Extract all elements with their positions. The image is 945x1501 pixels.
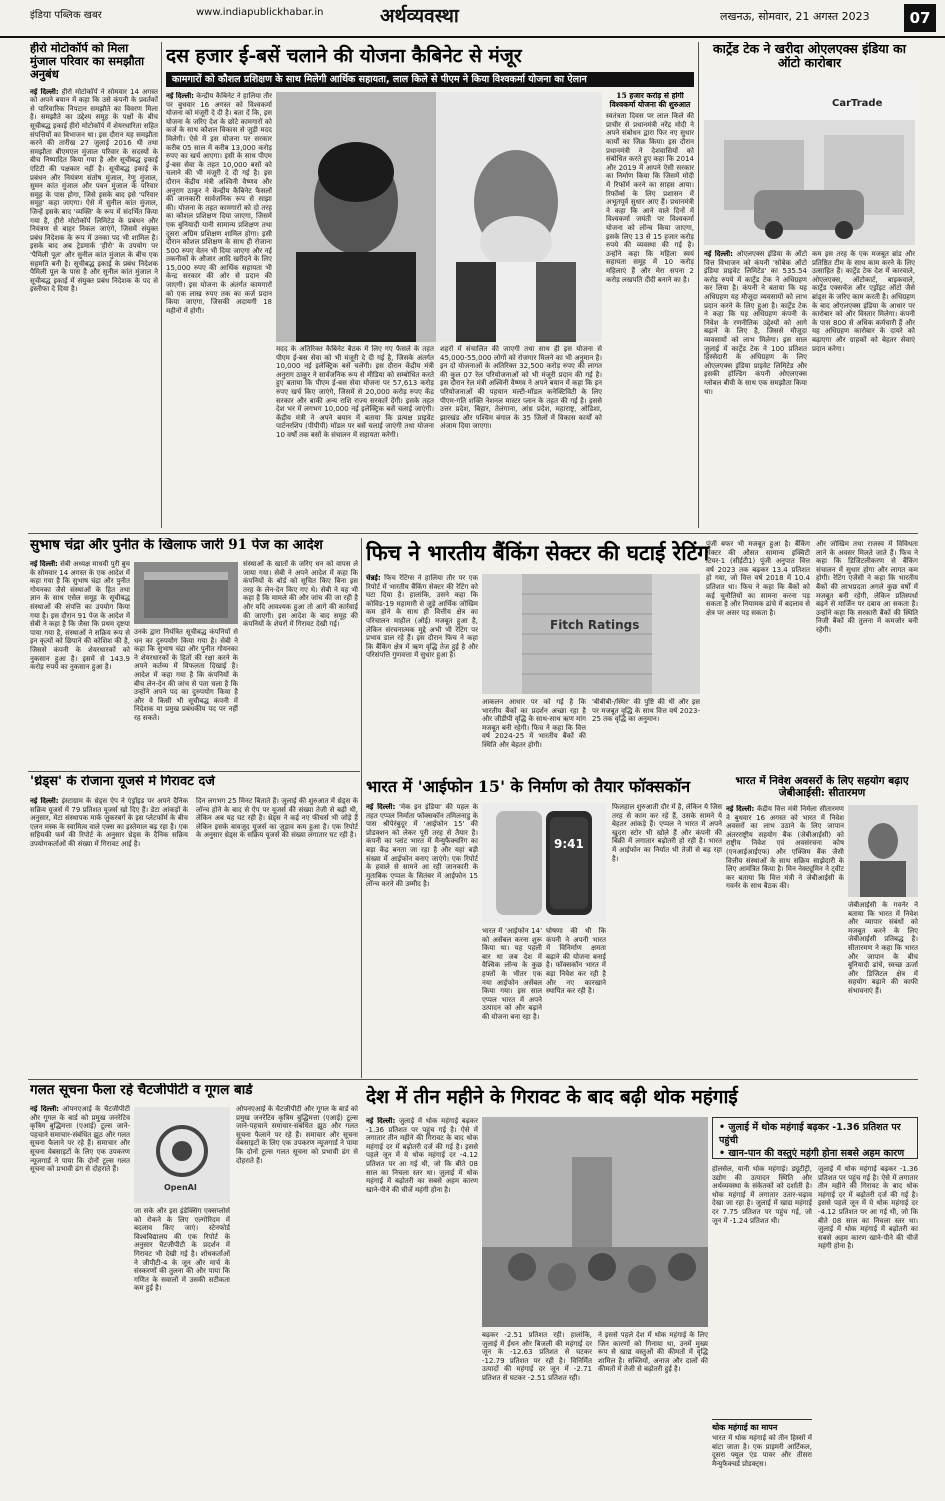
story-body: नई दिल्ली: सेबी अध्यक्ष माधवी पुरी बुच के सोमवार 14 अगस्त के एक आदेश में कहा गया है कि सुभाष चंद्रा और पुनीत गोयनका जैसे संस्थाओं के हित तथा ज्ञान के साथ एसेल समूह के सूचीबद्ध संस्थाओं की संपत्ति का उपयोग किया गया है। इस दौरान 91 पेज के आदेश में सेबी ने कहा है कि जैसा कि प्रथम दृष्टया पाया गया है, संस्थाओं ने सक्रिय रूप से इन कृत्यों को छिपाने की कोशिश की है, जिससे कंपनी के शेयरधारकों को नुकसान हुआ है। इसमें से 143.9 करोड़ रुपये का नुकसान हुआ है। [30, 560, 130, 672]
story-body-continued: शहरों में संचालित की जाएगी तथा साथ ही इस योजना से 45,000-55,000 लोगों को रोजगार मिलने का भी अनुमान है। इन दो योजनाओं के अतिरिक्त 32,500 करोड़ रुपए की लागत की कुल 07 रेल परियोजनाओं को भी मंजूरी प्रदान की गई है। इस दौरान रेल मंत्री अश्विनी वैष्णव ने अपने बयान में कहा कि इन परियोजनाओं की पहचान मल्टी-मॉडल कनेक्टिविटी के लिए पीएम-गति शक्ति नेशनल मास्टर प्लान के तहत की गई है। इससे उत्तर प्रदेश, बिहार, तेलंगाना, आंध्र प्रदेश, महाराष्ट्र, ओडिशा, झारखंड और पश्चिम बंगाल के 35 जिलों में विकास कार्यों को अंजाम दिया जाएगा। [440, 345, 602, 431]
story-headline: दस हजार ई-बसें चलाने की योजना कैबिनेट से मंजूर [166, 45, 522, 67]
story-body-continued: भारत में 'आईफोन 14' को असेंबल करना शुरू किया था। यह पहली बार था जब देश में वैश्विक लॉन्च के कुछ हफ्तों के भीतर एक नया आईफोन असेंबल किया गया। इस साल एप्पल भारत में अपने उत्पादन को और बढ़ाने की योजना बना रहा है। [482, 927, 542, 1021]
story-body-continued: दिन लगभग 25 मिनट बिताते हैं। जुलाई की शुरुआत में थ्रेड्स के लॉन्च होने के बाद से ऐप पर यूजर्स की संख्या तेजी से बढ़ी थी, लेकिन अब यह घट रही है। थ्रेड्स ने कई नए फीचर्स भी जोड़े हैं लेकिन इसके बावजूद यूजर्स का जुड़ाव कम हुआ है। एक रिपोर्ट के अनुसार थ्रेड्स के सक्रिय यूजर्स की संख्या लगातार घट रही है। [196, 797, 358, 840]
story-headline: कार्ट्रेड टेक ने खरीदा ओएलएक्स इंडिया का ऑटो कारोबार [713, 42, 906, 71]
highlights-box [712, 1117, 918, 1159]
story-body: नई दिल्ली: ओएलएक्स इंडिया के ऑटो वित्त विभाजन को कंपनी 'सोबेक ऑटो इंडिया प्राइवेट लिमिटेड' का 535.54 करोड़ रुपये में कार्ट्रेड टेक ने अधिग्रहण कर लिया है। कंपनी ने बताया कि यह अधिग्रहण यह मौजूदा व्यवसायों को लाभ प्रदान करने के लिए हुआ है। कार्ट्रेड टेक ने कहा कि यह अधिग्रहण कंपनी के निवेश के रणनीतिक उद्देश्यों को आगे बढ़ाने के लिए है, जिससे मौजूदा व्यवसायों को लाभ मिलेगा। इस साल जुलाई में कार्ट्रेड टेक ने 100 प्रतिशत हिस्सेदारी के अधिग्रहण के लिए ओएलएक्स इंडिया प्राइवेट लिमिटेड और इसकी होल्डिंग कंपनी ओएलएक्स ग्लोबल बीवी के साथ एक समझौता किया था। [704, 250, 807, 396]
story-body-continued: घोषणा की थी कि कंपनी ने अपनी भारत में विनिर्माण क्षमता बढ़ाने की योजना बनाई है। फॉक्सकॉन भारत में बड़ा निवेश कर रही है और नए कारखाने स्थापित कर रही है। [546, 927, 606, 996]
story-body-continued: जुलाई में थोक महंगाई बढ़कर -1.36 प्रतिशत पर पहुंच गई है। ऐसे में लगातार तीन महीने की गिरावट के बाद थोक महंगाई दर में बढ़ोतरी दर्ज की गई है। इससे पहले जून में ये थोक महंगाई दर -4.12 प्रतिशत पर आ गई थी, जो कि बीते 08 साल का निचला स्तर था। जुलाई में थोक महंगाई में बढ़ोतरी का सबसे अहम कारण खाने-पीने की चीजें महंगी होना है। [818, 1165, 918, 1251]
story-headline: भारत में निवेश अवसरों के लिए सहयोग बढ़ाए जेबीआईसी: सीतारमण [735, 775, 909, 800]
story-subhash [30, 538, 358, 768]
issue-date: लखनऊ, सोमवार, 21 अगस्त 2023 [720, 10, 870, 23]
story-body-continued: पूंजी बफर भी मजबूत हुआ है। बैंकिंग सेक्टर की औसत सामान्य इक्विटी टियर-1 (सीईटी1) पूंजी अनुपात वित्त वर्ष 2023 तक बढ़कर 13.4 प्रतिशत हो गया, जो वित्त वर्ष 2018 में 10.4 प्रतिशत था। फिच ने कहा कि बैंकों को कई चुनौतियों का सामना करना पड़ सकता है और नियामक ढांचे में बदलाव से क्षेत्र पर असर पड़ सकता है। [706, 540, 810, 617]
openai-photo [134, 1107, 230, 1203]
story-body: चेन्नई: फिच रेटिंग्स ने हालिया तौर पर एक रिपोर्ट में भारतीय बैंकिंग सेक्टर की रेटिंग को घटा दिया है। हालांकि, उसने कहा कि कोविड-19 महामारी से जुड़े आर्थिक जोखिम कम होने के साथ ही वित्तीय क्षेत्र का परिचालन माहौल (ओई) मजबूत हुआ है, लेकिन संरचनात्मक मुद्दे अभी भी रेटिंग पर प्रभाव डाल रहे हैं। इस दौरान फिच ने कहा कि बैंकिंग क्षेत्र में ऋण वृद्धि तेज हुई है और परिसंपत्ति गुणवत्ता में सुधार हुआ है। [366, 574, 478, 660]
story-headline: भारत में 'आईफोन 15' के निर्माण को तैयार फॉक्सकॉन [366, 777, 691, 796]
story-body-continued: ओपनएआई के चैटजीपीटी और गूगल के बार्ड को प्रमुख जनरेटिव कृत्रिम बुद्धिमत्ता (एआई) टूल्स जाने-पहचाने समाचार-संबंधित झूठ और गलत सूचना फैलाने पर रहे हैं। समाचार और सूचना वेबसाइटों के लिए एक उपकरण न्यूजगार्ड ने पाया कि दोनों टूल्स गलत सूचना को प्रभावी ढंग से दोहराते हैं। [236, 1105, 358, 1165]
story-body-continued: संस्थाओं के खातों के जरिए धन को वापस ले जाया गया। सेबी ने अपने आदेश में कहा कि कंपनियों के बोर्ड को सूचित किए बिना इस तरह के लेन-देन किए गए थे। सेबी ने यह भी कहा है कि मामले की और जांच की जा रही है और यदि आवश्यक हुआ तो आगे की कार्रवाई की जाएगी। इस आदेश के बाद समूह की कंपनियों के शेयरों में गिरावट देखी गई। [243, 560, 358, 629]
highlight-item: • जुलाई में थोक महंगाई बढ़कर -1.36 प्रतिशत पर पहुंची [719, 1122, 901, 1146]
story-sitharaman [726, 775, 918, 1075]
ministers-photo [276, 92, 602, 342]
openai-logo-text: OpenAI [164, 1183, 197, 1192]
story-body-continued: फिलहाल शुरुआती दौर में है, लेकिन ये जिस तरह से काम कर रहे हैं, उसके सामने ये बेहतर आंकड़े हैं। एप्पल ने भारत में अपने खुदरा स्टोर भी खोले हैं और कंपनी की बिक्री में लगातार बढ़ोतरी हो रही है। भारत में आईफोन का निर्यात भी तेजी से बढ़ रहा है। [612, 803, 722, 863]
section-title: अर्थव्यवस्था [380, 5, 459, 27]
building-photo [134, 562, 238, 624]
fitch-logo: Fitch Ratings [550, 618, 640, 632]
story-body-continued: जा सके और इस इंडेक्सिंग एक्सप्लोर्स को रोकने के लिए एल्गोरिदम में बदलाव किए जाएं। स्टेनफोर्ड विश्वविद्यालय की एक रिपोर्ट के अनुसार चैटजीपीटी के प्रदर्शन में गिरावट भी देखी गई है। शोधकर्ताओं ने जीपीटी-4 के जून और मार्च के संस्करणों की तुलना की और पाया कि गणित के सवालों में उसकी सटीकता कम हुई है। [134, 1207, 230, 1293]
story-body: नई दिल्ली: केन्द्रीय कैबिनेट ने हालिया तौर पर बुधवार 16 अगस्त को विश्वकर्मा योजना को मंजूरी दे दी है। बता दें कि, इस योजना के जरिए देश के छोटे कामगारों को कर्ज के साथ कौशल विकास से जुड़ी मदद मिलेगी। ऐसे में इस योजना पर सरकार करीब 05 साल में करीब 13,000 करोड़ रुपए का खर्च आएगा। इसी के साथ पीएम ई-बस सेवा के तहत 10,000 बसों को चलाने की भी मंजूरी दे दी गई है। इस दौरान केंद्रीय मंत्री अश्विनी वैष्णव और अनुराग ठाकुर ने केन्द्रीय कैबिनेट फैसलों की जानकारी सार्वजनिक रूप से साझा की। योजना के तहत कामगारों को दो तरह का कौशल प्रशिक्षण दिया जाएगा, जिसमें एक बुनियादी यानी सामान्य प्रशिक्षण तथा दूसरा अग्रिम प्रशिक्षण शामिल होगा। इसी दौरान कौशल प्रशिक्षण के साथ ही रोजाना 500 रुपए वेतन भी दिया जाएगा और नई तकनीकों के औजार आदि खरीदने के लिए 15,000 रुपए की आर्थिक सहायता भी केन्द्र सरकार की ओर से प्रदान की जाएगी। इस योजना के अंतर्गत कामगारों को एक लाख रुपए तक का कर्ज प्रदान किया जाएगा, जिसकी अदायगी 18 महीनों में होगी। [166, 92, 272, 315]
story-iphone [366, 775, 722, 1075]
iphone-photo [482, 803, 606, 923]
column-divider [361, 538, 362, 1078]
story-threads [30, 775, 358, 1075]
minister-portrait [848, 805, 918, 897]
story-headline: देश में तीन महीने के गिरावट के बाद बढ़ी थोक महंगाई [366, 1086, 738, 1108]
sidebar-title: 15 हजार करोड़ से होगी विश्वकर्मा योजना की शुरुआत [609, 92, 691, 109]
highlight-item: • खान-पान की वस्तुएं महंगी होना सबसे अहम कारण [719, 1148, 905, 1159]
section-divider [28, 771, 360, 772]
story-body: नई दिल्ली: केंद्रीय वित्त मंत्री निर्मला सीतारमण ने बुधवार 16 अगस्त को भारत में निवेश अवसरों का लाभ उठाने के लिए जापान अंतरराष्ट्रीय सहयोग बैंक (जेबीआईसी) को राष्ट्रीय निवेश एवं अवसंरचना कोष (एनआईआईएफ) और एक्जिम बैंक जैसी वित्तीय संस्थाओं के साथ सक्रिय साझेदारी के लिए आमंत्रित किया है। मिन नेक्ट्यूमिन ने ट्वीट कर बताया कि वित्त मंत्री ने जेबीआईसी के गवर्नर के साथ बैठक की। [726, 805, 844, 891]
story-subhead: कामगारों को कौशल प्रशिक्षण के साथ मिलेगी आर्थिक सहायता, लाल किले से पीएम ने किया विश्वकर्मा योजना का ऐलान [166, 72, 694, 87]
story-body-continued: उनके द्वारा नियंत्रित सूचीबद्ध कंपनियों से धन का दुरुपयोग किया गया है। सेबी ने कहा कि सुभाष चंद्रा और पुनीत गोयनका ने शेयरधारकों के हितों की रक्षा करने के अपने कर्तव्य में विफलता दिखाई है। आदेश में कहा गया है कि कंपनियों के बीच लेन-देन की जांच से पता चला है कि उन्होंने अपने पद का दुरुपयोग किया है और वे किसी भी सूचीबद्ध कंपनी में निदेशक या प्रमुख प्रबंधकीय पद पर नहीं रह सकते। [134, 628, 238, 722]
story-body-continued: बढ़कर -2.51 प्रतिशत रही। हालांकि, जुलाई में ईंधन और बिजली की महंगाई दर जून के -12.63 प्रतिशत से घटकर -12.79 प्रतिशत पर रही है। विनिर्मित उत्पादों की महंगाई दर जून में -2.71 प्रतिशत से घटकर -2.51 प्रतिशत रही। [482, 1331, 592, 1382]
story-body: नई दिल्ली: ओपनएआई के चैटजीपीटी और गूगल के बार्ड को प्रमुख जनरेटिव कृत्रिम बुद्धिमत्ता (एआई) टूल्स जाने-पहचाने समाचार-संबंधित झूठ और गलत सूचना फैलाने पर रहे हैं। समाचार और सूचना वेबसाइटों के लिए एक उपकरण न्यूजगार्ड ने पाया कि दोनों टूल्स गलत सूचना को प्रभावी ढंग से दोहराते हैं। [30, 1105, 130, 1174]
story-body: नई दिल्ली: 'मेक इन इंडिया' की पहल के तहत एप्पल निर्माता फॉक्सकॉन तमिलनाडु के पास श्रीपेरंबुदूर में 'आईफोन 15' की प्रोडक्शन को लेकर पूरी तरह से तैयार है। कंपनी का प्लांट भारत में मैन्युफैक्चरिंग का बड़ा केंद्र बनता जा रहा है और यहां बड़ी संख्या में आईफोन बनाए जाएंगे। एक रिपोर्ट के हवाले से सामने आ रही जानकारी के मुताबिक एप्पल के सितंबर में आईफोन 15 लॉन्च करने की उम्मीद है। [366, 803, 478, 889]
info-box-title: थोक महंगाई का मापन [712, 1422, 778, 1432]
story-body-continued: मदद के अतिरिक्त कैबिनेट बैठक में लिए गए फैसले के तहत पीएम ई-बस सेवा को भी मंजूरी दे दी गई है, जिसके अंतर्गत 10,000 नई इलेक्ट्रिक बसें चलेंगी। इस दौरान केंद्रीय मंत्री अनुराग ठाकुर ने सार्वजनिक रूप से मीडिया को सम्बोधित करते हुए बताया कि पीएम ई-बस सेवा योजना पर 57,613 करोड़ रुपए खर्च किए जाएंगे, जिसमें से 20,000 करोड़ रुपए केंद्र सरकार और बाकी अन्य राशि राज्य सरकारें देंगी। इसके तहत देश भर में लगभग 10,000 नई इलेक्ट्रिक बसें चलाई जाएंगी। केंद्रीय मंत्री ने अपने बयान में बताया कि प्रत्यक्ष प्राइवेट पार्टनरशिप (पीपीपी) मॉडल पर बसें चलाई जाएंगी तथा योजना 10 वर्षों तक बसों के संचालन में सहायता करेगी। [276, 345, 434, 439]
story-headline: सुभाष चंद्रा और पुनीत के खिलाफ जारी 91 पेज का आदेश [30, 538, 323, 553]
story-body-continued: ने इससे पहले देश में थोक महंगाई के लिए जिन कारणों को गिनाया था, उनमें मुख्य रूप से खाद्य वस्तुओं की कीमतों में वृद्धि शामिल है। सब्जियों, अनाज और दालों की कीमतों में तेजी से बढ़ोतरी हुई है। [598, 1331, 708, 1374]
story-body-continued: जेबीआईसी के गवर्नर ने बताया कि भारत में निवेश और व्यापार संबंधों को मजबूत करने के लिए जेबीआईसी प्रतिबद्ध है। सीतारमण ने कहा कि भारत और जापान के बीच बुनियादी ढांचे, स्वच्छ ऊर्जा और डिजिटल क्षेत्र में सहयोग बढ़ाने की काफी संभावनाएं हैं। [848, 901, 918, 995]
story-headline: फिच ने भारतीय बैंकिंग सेक्टर की घटाई रेटिंग [366, 540, 710, 565]
story-body-continued: आकलन आधार पर को गई है कि भारतीय बैंकों का प्रदर्शन अच्छा रहा है और जीडीपी वृद्धि के साथ-साथ ऋण मांग मजबूत बनी रहेगी। फिच ने कहा कि वित्त वर्ष 2024-25 में भारतीय बैंकों की स्थिति और बेहतर होगी। [482, 698, 586, 749]
story-cartrade [702, 42, 917, 532]
phone-clock: 9:41 [554, 837, 584, 851]
fitch-building-photo [482, 574, 700, 694]
story-wpi [366, 1083, 918, 1493]
page-header [0, 0, 945, 38]
sidebar-body: स्वतंत्रता दिवस पर लाल किले की प्राचीर से प्रधानमंत्री नरेंद्र मोदी ने अपने संबोधन द्वारा फिर नए सुधार कार्यों का जिक्र किया। इस दौरान प्रधानमंत्री ने देशवासियों को संबोधित करते हुए कहा कि 2014 और 2019 में आपने ऐसी सरकार का निर्माण किया कि जिसमें मोदी में रिफॉर्म करने का साहस आया। रिफॉर्म्स के लिए प्रशासन में अभूतपूर्व सुधार आए हैं। प्रधानमंत्री ने कहा कि आने वाले दिनों में विश्वकर्मा जयंती पर विश्वकर्मा योजना को लॉन्च किया जाएगा, इसके लिए 13 से 15 हजार करोड़ रुपये की व्यवस्था की गई है। उन्होंने कहा कि महिला स्वयं सहायता समूह में 10 करोड़ महिलाएं हैं और मेरा सपना 2 करोड़ लखपति दीदी बनाने का है। [606, 112, 694, 284]
page-number: 07 [904, 4, 936, 32]
cartrade-logo: CarTrade [832, 98, 883, 109]
column-divider [161, 42, 162, 528]
story-chatgpt [30, 1083, 358, 1493]
showroom-photo [704, 80, 915, 245]
story-headline: 'थ्रेड्स' के रोजाना यूजर्स में गिरावट दर्ज [30, 775, 215, 789]
story-body-continued: कम इस तरह के एक मजबूत ब्रांड और प्रतिष्ठित टीम के साथ काम करने के लिए उत्साहित हैं। कार्ट्रेड टेक देश में कारवाले, ओएलएक्स, ऑटोकार्ट, बाइकवाले, कार्ट्रेड एक्सचेंज और एड्रॉइट ऑटो जैसे ब्रांड्स के जरिए काम करती है। अधिग्रहण के बाद ओएलएक्स इंडिया के आधार पर कारोबार को और विस्तार मिलेगा। कंपनी के पास 800 से अधिक कर्मचारी हैं और यह अधिग्रहण कारोबार के दायरे को बढ़ाएगा और ग्राहकों को बेहतर सेवाएं प्रदान करेगा। [812, 250, 915, 353]
story-sidebar [606, 92, 694, 530]
story-hero [30, 42, 158, 532]
section-divider [28, 533, 918, 534]
market-photo [482, 1117, 708, 1327]
story-headline: हीरो मोटोकॉर्प को मिला मुंजाल परिवार का समझौता अनुबंध [30, 42, 145, 82]
wpi-info-box [712, 1419, 812, 1491]
photo-caption: 'बीबीबी-/स्थिर' की पुष्टि की थी और इस पर मजबूत वृद्धि के साथ वित्त वर्ष 2023-25 तक वृद्धि का अनुमान। [592, 698, 700, 724]
story-ebus [166, 42, 694, 532]
story-body-continued: होलसेल, यानी थोक महंगाई। ड्यूटीट्री, उद्योग की उत्पादन स्थिति और अर्थव्यवस्था के संकेतकों को दर्शाती है। थोक महंगाई में लगातार उतार-चढ़ाव देखा जा रहा है। जुलाई में खाद्य महंगाई दर 7.75 प्रतिशत पर पहुंच गई, जो जून में -1.24 प्रतिशत थी। [712, 1165, 812, 1225]
story-body: नई दिल्ली: हीरो मोटोकॉर्प ने सोमवार 14 अगस्त को अपने बयान में कहा कि उसे कंपनी के प्रवर्तकों से पारिवारिक निपटान समझौते का विवरण मिला है। समझौते का उद्देश्य समूह के पक्षों के बीच सूचीबद्ध इकाई हीरो मोटोकॉर्प में शेयरधारिता सहित संपत्तियों का विभाजन था। इस दौरान यह समझौता करने की तारीख 27 जुलाई 2016 थी तथा समझौता बीएमएल मुंजाल परिवार के सदस्यों के बीच निष्पादित किया गया है और सूचीबद्ध इकाई एंटिटी की पक्षकार नहीं है। सूचीबद्ध इकाई के प्रबंधन और नियंत्रण संतोष मुंजाल, रेणु मुंजाल, सुमन कांत मुंजाल और पवन मुंजाल के परिवार समूह के पास होगा, जिसे इसके बाद इसे 'परिवार समूह' कहा जाएगा। ऐसे में सुनील कांत मुंजाल, जिन्हें इसके बाद 'व्यक्ति' के रूप में संदर्भित किया गया है, हीरो मोटोकॉर्प लिमिटेड के प्रबंधन और नियंत्रण से बाहर निकल जाएंगे, जिसमें संयुक्त प्रबंध निदेशक के रूप में उनका पद भी शामिल है। इसके बाद अब ट्रेडमार्क 'हीरो' के उपयोग पर 'पैमिली पूल' और सुनील कांत मुंजाल के बीच एक सहमति बनी है। सूचीबद्ध इकाई के प्रबंध निदेशक पैमिली पूल के पास है और सुनील कांत मुंजाल ने सूचीबद्ध इकाई में संयुक्त प्रबंध निदेशक के पद से इस्तीफा दे दिया है। [30, 87, 158, 294]
publication-name: इंडिया पब्लिक खबर [30, 10, 102, 21]
story-headline: गलत सूचना फैला रहे चैटजीपीटी व गूगल बार्ड [30, 1083, 253, 1098]
story-body: नई दिल्ली: इंस्टाग्राम के थ्रेड्स ऐप ने एंड्रॉइड पर अपने दैनिक सक्रिय यूजर्स में 79 प्रतिशत यूजर्स खो दिए हैं। डेटा आंकड़ों के अनुसार, मेटा संस्थापक मार्क जुकरबर्ग के इस प्लेटफॉर्म के बीच एलन मस्क के स्वामित्व वाले एक्स का इस्तेमाल बढ़ रहा है। एक सहियकी फर्म की रिपोर्ट के अनुसार थ्रेड्स के दैनिक सक्रिय उपयोगकर्ताओं की संख्या में गिरावट आई है। [30, 797, 188, 848]
column-divider [698, 42, 699, 528]
story-body-continued: और जोखिम तथा राजस्व में विविधता लाने के अवसर मिलते जाते हैं। फिच ने कहा कि डिजिटलीकरण से बैंकिंग संचालन में सुधार होगा और लागत कम होगी। रेटिंग एजेंसी ने कहा कि भारतीय बैंकों की लाभप्रदता अगले कुछ वर्षों में मजबूत बनी रहेगी, लेकिन प्रतिस्पर्धा बढ़ने से मार्जिन पर दबाव आ सकता है। उन्होंने कहा कि सरकारी बैंकों की स्थिति निजी बैंकों की तुलना में कमजोर बनी रहेगी। [816, 540, 918, 634]
section-divider [28, 1079, 918, 1080]
website-url[interactable]: www.indiapublickhabar.in [196, 7, 324, 18]
story-fitch [366, 538, 918, 768]
story-body: नई दिल्ली: जुलाई में थोक महंगाई बढ़कर -1.36 प्रतिशत पर पहुंच गई है। ऐसे में लगातार तीन महीने की गिरावट के बाद थोक महंगाई दर में बढ़ोतरी दर्ज की गई है। इससे पहले जून में ये थोक महंगाई दर -4.12 प्रतिशत पर आ गई थी, जो कि बीते 08 साल का निचला स्तर था। जुलाई में थोक महंगाई में बढ़ोतरी का सबसे अहम कारण खाने-पीने की चीजें महंगी होना है। [366, 1117, 478, 1194]
info-box-text: भारत में थोक महंगाई को तीन हिस्सों में बांटा जाता है। एक प्राइमरी आर्टिकल, दूसरा फ्यूल एंड पावर और तीसरा मैन्युफैक्चर्ड प्रोडक्ट्स। [712, 1434, 812, 1468]
